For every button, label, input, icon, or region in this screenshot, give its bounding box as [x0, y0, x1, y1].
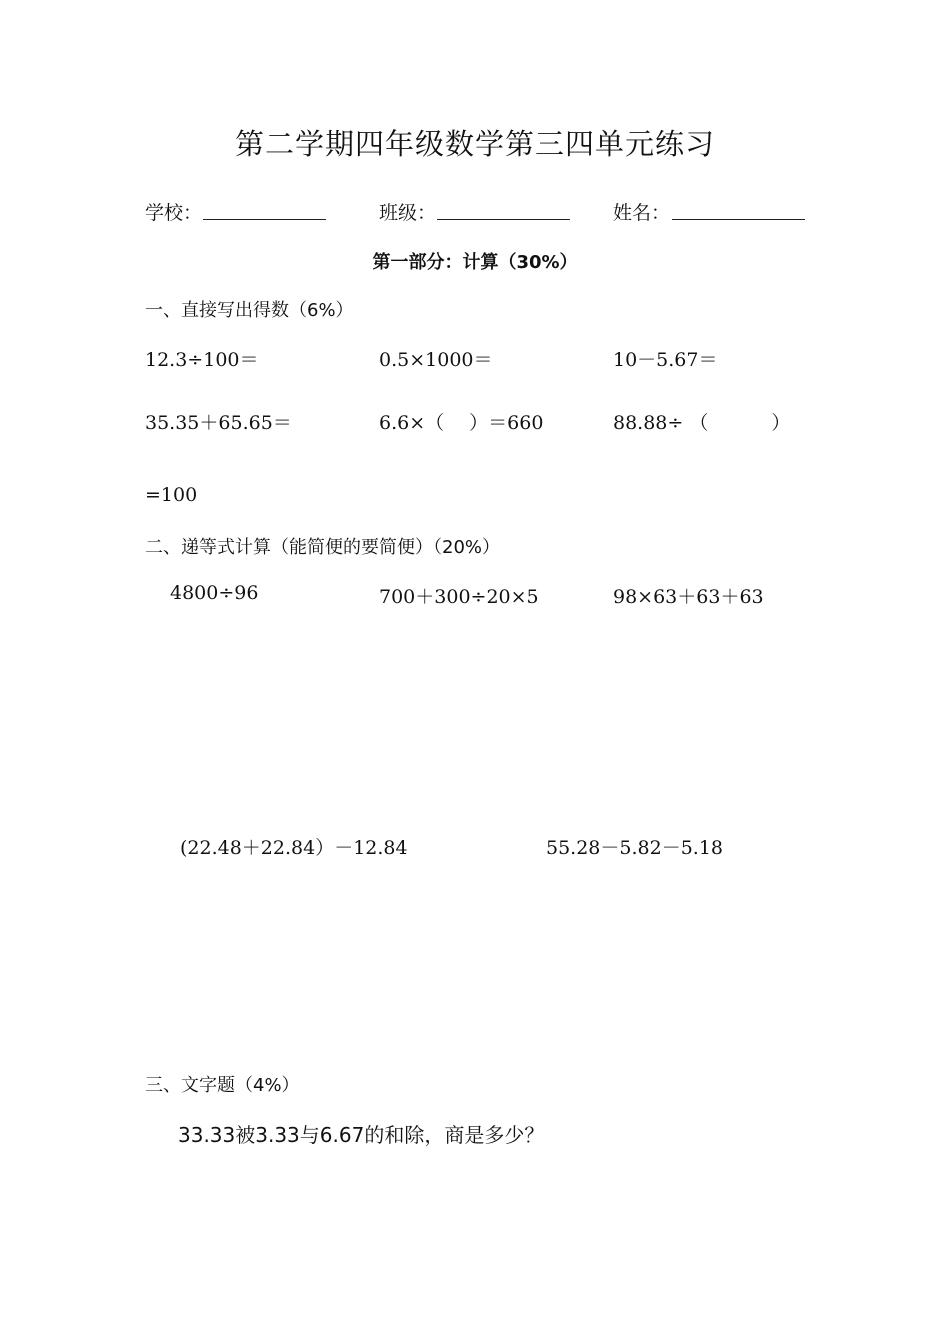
name-blank[interactable]	[672, 219, 805, 220]
word-problem: 33.33被3.33与6.67的和除，商是多少？	[178, 1123, 545, 1147]
section3-heading: 三、文字题（4%）	[145, 1075, 300, 1096]
section2-heading: 二、递等式计算（能简便的要简便）（20%）	[145, 537, 501, 558]
school-label: 学校：	[145, 202, 203, 224]
page-title: 第二学期四年级数学第三四单元练习	[234, 127, 715, 161]
part1-heading: 第一部分：计算（30%）	[372, 252, 578, 273]
class-blank[interactable]	[437, 219, 570, 220]
stepwise-calc-item: 98×63＋63＋63	[613, 586, 764, 608]
stepwise-calc-item: 700＋300÷20×5	[379, 586, 539, 608]
stepwise-calc-item: 4800÷96	[170, 582, 259, 604]
section1-heading: 一、直接写出得数（6%）	[145, 300, 354, 321]
oral-calc-item: 10－5.67＝	[613, 349, 718, 371]
oral-calc-item: 0.5×1000＝	[379, 349, 493, 371]
stepwise-calc-item: (22.48＋22.84）－12.84	[180, 837, 408, 859]
oral-calc-item: 88.88÷ （ ）	[613, 412, 791, 434]
oral-calc-item: 12.3÷100＝	[145, 349, 259, 371]
name-label: 姓名：	[613, 202, 671, 224]
stepwise-calc-item: 55.28－5.82－5.18	[546, 837, 724, 859]
oral-calc-item: 6.6×（ ）＝660	[379, 412, 544, 434]
school-blank[interactable]	[203, 219, 326, 220]
oral-calc-item: 35.35＋65.65＝	[145, 412, 292, 434]
oral-calc-overflow: =100	[145, 484, 198, 506]
class-label: 班级：	[379, 202, 437, 224]
